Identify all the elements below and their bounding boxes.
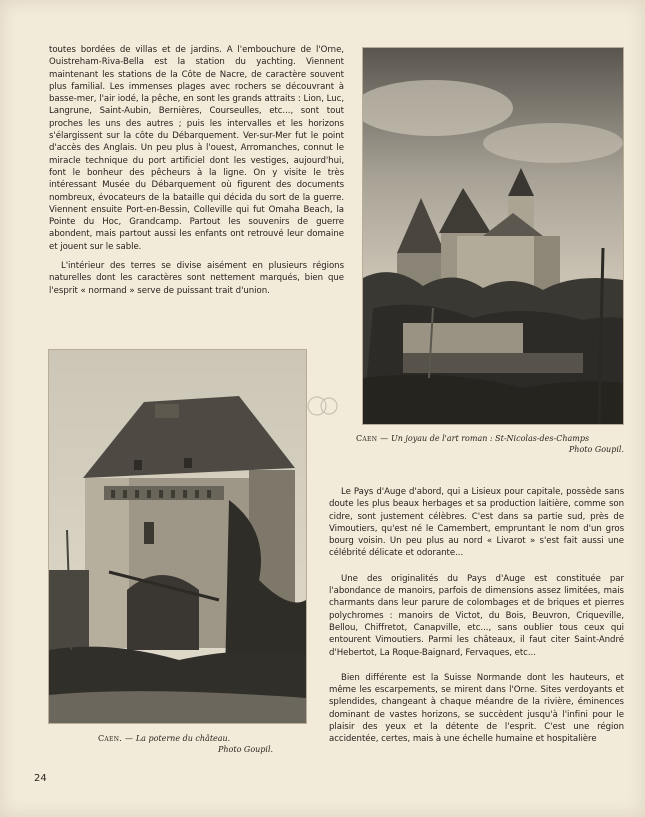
paragraph: toutes bordées de villas et de jardins. A l'embouchure de l'Orne, Ouistreham-Riva-Bella est la station du yachting. Viennent maintenant les stations de la Côte de Nacre, de caractère souvent plus familial. Les immenses plages avec rochers se découvrant à basse-mer, l'air iodé, la pêche, en sont les grands attraits : Lion, Luc, Langrune, Saint-Aubin, Bernières, Courseulles, etc..., sont tout proches les uns des autres ; puis les intervalles et les horizons s'élargissent sur la côte du Débarquement. Ver-sur-Mer fut le point d'accès des Anglais. Un peu plus à l'ouest, Arromanches, connut le miracle technique du port artificiel dont les vestiges, aujourd'hui, font le bonheur des pêcheurs à la ligne. On y visite le très intéressant Musée du Débarquement où figurent des documents nombreux, évocateurs de la bataille qui décida du sort de la guerre. Viennent ensuite Port-en-Bessin, Colleville qui fut Omaha Beach, la Pointe du Hoc, Grandcamp. Partout les souvenirs de guerre abondent, mais partout aussi les enfants ont retrouvé leur domaine et jouent sur le sable. xyxy=(49,45,344,252)
paragraph: Le Pays d'Auge d'abord, qui a Lisieux pour capitale, possède sans doute les plus beaux herbages et sa production laitière, comme son cidre, sont justement célèbres. C'est dans sa partie sud, près de Vimoutiers, qu'est né le Camembert, empruntant le nom d'un gros bourg voisin. Un peu plus au nord « Livarot » s'est fait aussi une célébrité délicate et odorante... xyxy=(329,487,624,559)
left-text-column xyxy=(49,44,344,297)
right-text-column xyxy=(329,486,624,746)
castle-photo xyxy=(48,349,307,724)
church-caption xyxy=(356,433,624,455)
caption-title: Un joyau de l'art roman : St-Nicolas-des-Champs xyxy=(390,434,590,443)
church-photo xyxy=(362,47,624,425)
paragraph: Une des originalités du Pays d'Auge est constituée par l'abondance de manoirs, parfois de dimensions assez limitées, mais charmants dans leur parure de colombages et de briques et pierres polychromes : manoirs de Victot, du Bois, Beuvron, Criqueville, Bellou, Chiffretot, Canapville, etc..., sans oublier tous ceux qui entourent Vimoutiers. Parmi les châteaux, il faut citer Saint-André d'Hebertot, La Roque-Baignard, Fervaques, etc... xyxy=(329,573,624,658)
caption-label: Caen. — xyxy=(98,734,134,743)
paragraph: Bien différente est la Suisse Normande dont les hauteurs, et même les escarpements, se mirent dans l'Orne. Sites verdoyants et splendides, changeant à chaque méandre de la rivière, éminences dominant de vastes horizons, se succèdent jusqu'à l'infini pour le plaisir des yeux et la détente de l'esprit. C'est une région accidentée, certes, mais à une échelle humaine et hospitalière xyxy=(329,672,624,745)
page-number: 24 xyxy=(34,773,47,784)
castle-caption xyxy=(98,733,298,755)
library-stamp-icon xyxy=(305,394,339,418)
photo-credit: Photo Goupil. xyxy=(218,745,274,754)
photo-credit: Photo Goupil. xyxy=(568,445,624,454)
caption-title: La poterne du château. xyxy=(135,734,231,743)
caption-label: Caen — xyxy=(356,434,389,443)
paragraph: L'intérieur des terres se divise aisément en plusieurs régions naturelles dont les caractères sont nettement marqués, bien que l'esprit « normand » serve de puissant trait d'union. xyxy=(49,261,344,296)
